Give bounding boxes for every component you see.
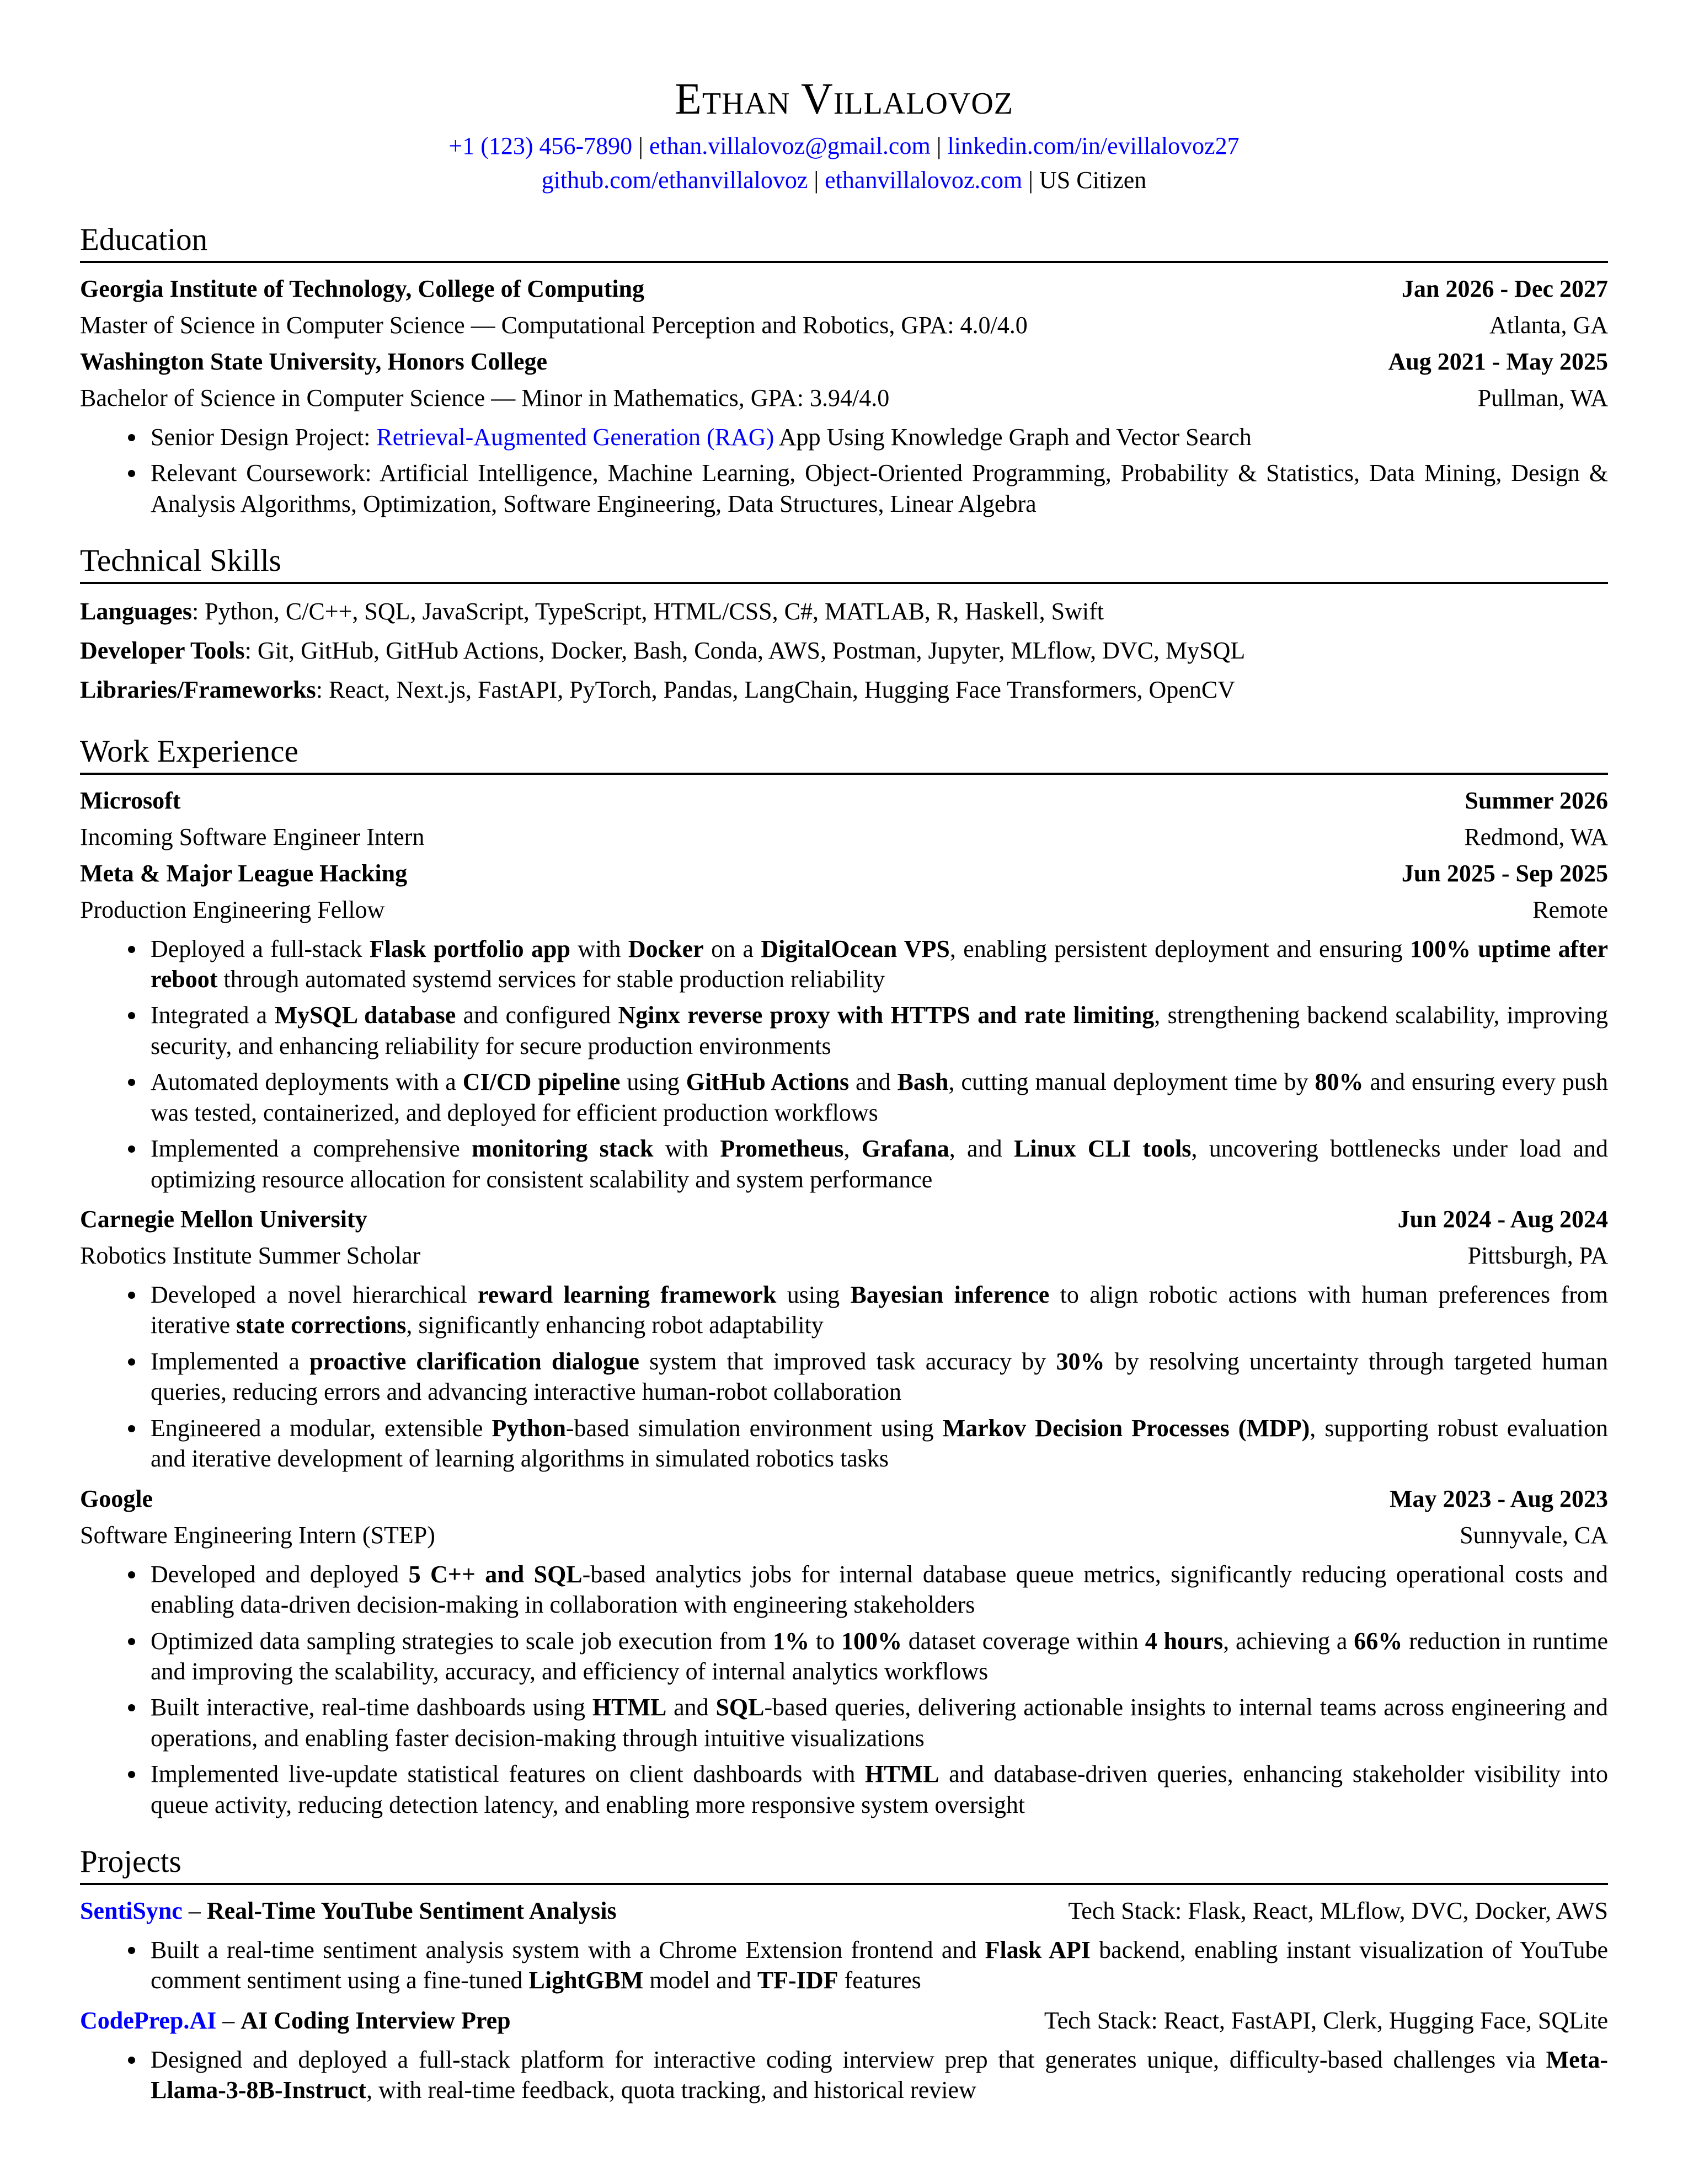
text-run: GitHub Actions (686, 1068, 850, 1096)
text-run: HTML (865, 1760, 939, 1788)
text-run: 5 C++ and SQL (408, 1560, 583, 1588)
bullet-item (146, 458, 1608, 519)
text-run: with (570, 935, 628, 962)
section-body (80, 783, 1608, 1821)
text-run: 80% (1315, 1068, 1364, 1096)
section-work-experience (80, 734, 1608, 1820)
text-run: monitoring stack (472, 1135, 654, 1163)
bullet-item (146, 1346, 1608, 1407)
text-run: Built interactive, real-time dashboards using (151, 1694, 592, 1721)
text-run: | US Citizen (1022, 167, 1147, 194)
bullet-item (146, 1692, 1608, 1753)
entry-dates: Jun 2024 - Aug 2024 (1397, 1206, 1608, 1233)
entry-location: Pullman, WA (1477, 384, 1608, 411)
text-run: 100% (841, 1627, 902, 1655)
contact-info (80, 129, 1608, 198)
bullet-item (146, 422, 1608, 452)
skills-line (80, 670, 1608, 709)
entry-heading: Carnegie Mellon University (80, 1206, 367, 1233)
text-run: | (632, 132, 649, 159)
entry-heading-row (80, 271, 1608, 307)
text-run: using (776, 1281, 851, 1309)
resume-body (80, 222, 1608, 2106)
text-run: Automated deployments with a (151, 1068, 463, 1096)
bullet-item (146, 1559, 1608, 1620)
text-run: , with real-time feedback, quota tracking, and historical review (366, 2076, 976, 2104)
text-run: App Using Knowledge Graph and Vector Search (774, 423, 1252, 451)
section-title-work-experience: Work Experience (80, 734, 298, 769)
text-run: Markov Decision Processes (MDP) (942, 1414, 1310, 1442)
text-run: -based analytics jobs for internal database queue metrics, significantly reducing operational costs and enabling data-driven decision-making in collaboration with engineering stakeholders (151, 1560, 1609, 1619)
text-run: Implemented live-update statistical features on client dashboards with (151, 1760, 865, 1788)
project-tech-stack: Tech Stack: Flask, React, MLflow, DVC, Docker, AWS (1068, 1897, 1608, 1924)
inline-link[interactable]: Retrieval-Augmented Generation (RAG) (376, 423, 774, 451)
section-title-education: Education (80, 222, 208, 257)
text-run: Real-Time YouTube Sentiment Analysis (206, 1897, 617, 1924)
text-run: backend, enabling instant visualization of YouTube comment sentiment using a fine-tuned (151, 1936, 1608, 1994)
text-run: , and (949, 1135, 1014, 1163)
bullet-list (80, 422, 1608, 519)
entry-dates: Jun 2025 - Sep 2025 (1401, 859, 1608, 887)
bullet-list (80, 1559, 1608, 1821)
entry-subtitle: Bachelor of Science in Computer Science — Minor in Mathematics, GPA: 3.94/4.0 (80, 384, 890, 411)
entry-subtitle-row (80, 1238, 1608, 1274)
text-run: state corrections (236, 1312, 407, 1339)
text-run: Bayesian inference (850, 1281, 1050, 1309)
text-run: , (843, 1135, 862, 1163)
entry-subtitle: Software Engineering Intern (STEP) (80, 1521, 435, 1549)
text-run: reduction in runtime and improving the scalability, accuracy, and efficiency of internal analytics workflows (151, 1627, 1608, 1685)
text-run: Developed and deployed (151, 1560, 409, 1588)
text-run: : Git, GitHub, GitHub Actions, Docker, Bash, Conda, AWS, Postman, Jupyter, MLflow, DVC, MySQL (244, 637, 1246, 665)
text-run: reward learning framework (478, 1281, 777, 1309)
section-education (80, 222, 1608, 519)
entry-heading: Georgia Institute of Technology, College of Computing (80, 275, 645, 302)
contact-link[interactable]: github.com/ethanvillalovoz (541, 167, 808, 194)
text-run: Flask API (985, 1936, 1091, 1963)
text-run: system that improved task accuracy by (639, 1347, 1056, 1375)
section-body (80, 1893, 1608, 2106)
text-run: Linux CLI tools (1013, 1135, 1192, 1163)
section-technical-skills (80, 543, 1608, 710)
entry-subtitle: Incoming Software Engineer Intern (80, 823, 425, 850)
project-title-row (80, 2003, 1608, 2039)
bullet-item (146, 1759, 1608, 1820)
bullet-list (80, 1280, 1608, 1474)
text-run: and (666, 1694, 716, 1721)
text-run: model and (643, 1967, 757, 1994)
entry-subtitle: Master of Science in Computer Science — Computational Perception and Robotics, GPA: 4.0/4.0 (80, 311, 1028, 339)
text-run: Designed and deployed a full-stack platform for interactive coding interview prep that generates unique, difficulty-based challenges via (151, 2046, 1546, 2073)
text-run: and (849, 1068, 898, 1096)
entry-dates: May 2023 - Aug 2023 (1390, 1485, 1608, 1512)
section-rule (80, 261, 1608, 263)
text-run: , significantly enhancing robot adaptability (406, 1312, 824, 1339)
entry-dates: Summer 2026 (1465, 786, 1608, 814)
text-run: -based simulation environment using (565, 1414, 943, 1442)
text-run: through automated systemd services for stable production reliability (217, 965, 885, 993)
text-run: Developer Tools (80, 637, 245, 665)
text-run: , cutting manual deployment time by (948, 1068, 1315, 1096)
text-run: 30% (1056, 1347, 1105, 1375)
text-run: features (838, 1967, 921, 1994)
text-run: and ensuring every push was tested, containerized, and deployed for efficient production workflows (151, 1068, 1609, 1126)
bullet-item (146, 1626, 1608, 1687)
bullet-item (146, 1067, 1608, 1128)
bullet-item (146, 1133, 1608, 1195)
person-name: Ethan Villalovoz (675, 75, 1013, 124)
text-run: HTML (592, 1694, 667, 1721)
entry-heading-row (80, 1481, 1608, 1517)
project-link[interactable]: SentiSync (80, 1897, 183, 1924)
entry-subtitle-row (80, 1517, 1608, 1554)
entry-location: Remote (1532, 896, 1608, 923)
text-run: – (216, 2006, 241, 2034)
text-run: Libraries/Frameworks (80, 676, 316, 704)
text-run: LightGBM (528, 1967, 644, 1994)
text-run: DigitalOcean VPS (761, 935, 950, 962)
text-run: 100% uptime after reboot (151, 935, 1609, 993)
text-run: MySQL database (274, 1002, 456, 1029)
text-run: , achieving a (1223, 1627, 1354, 1655)
text-run: on a (703, 935, 761, 962)
section-rule (80, 773, 1608, 775)
contact-link[interactable]: ethanvillalovoz.com (825, 167, 1023, 194)
text-run: 4 hours (1145, 1627, 1224, 1655)
text-run: Senior Design Project: (151, 423, 377, 451)
project-tech-stack: Tech Stack: React, FastAPI, Clerk, Hugging Face, SQLite (1044, 2006, 1608, 2034)
entry-dates: Aug 2021 - May 2025 (1388, 347, 1608, 375)
text-run: to (809, 1627, 841, 1655)
entry-heading-row (80, 783, 1608, 819)
bullet-item (146, 934, 1608, 995)
contact-link[interactable]: ethan.villalovoz@gmail.com (649, 132, 931, 159)
text-run: : Python, C/C++, SQL, JavaScript, TypeScript, HTML/CSS, C#, MATLAB, R, Haskell, Swift (191, 597, 1104, 625)
text-run: Flask portfolio app (369, 935, 570, 962)
text-run: Built a real-time sentiment analysis system with a Chrome Extension frontend and (151, 1936, 985, 1963)
text-run: Python (492, 1414, 566, 1442)
text-run: Developed a novel hierarchical (151, 1281, 478, 1309)
entry-subtitle: Robotics Institute Summer Scholar (80, 1242, 421, 1270)
bullet-list (80, 2044, 1608, 2106)
entry-subtitle-row (80, 819, 1608, 855)
text-run: and database-driven queries, enhancing stakeholder visibility into queue activity, reducing detection latency, and enabling more responsive system oversight (151, 1760, 1609, 1818)
bullet-item (146, 1935, 1608, 1996)
entry-subtitle-row (80, 307, 1608, 344)
bullet-item (146, 1000, 1608, 1061)
text-run: , enabling persistent deployment and ensuring (949, 935, 1410, 962)
project-link[interactable]: CodePrep.AI (80, 2006, 217, 2034)
text-run: : React, Next.js, FastAPI, PyTorch, Pandas, LangChain, Hugging Face Transformers, OpenCV (316, 676, 1235, 704)
text-run: 1% (773, 1627, 810, 1655)
text-run: by resolving uncertainty through targeted human queries, reducing errors and advancing interactive human-robot collaboration (151, 1347, 1609, 1406)
text-run: Implemented a (151, 1347, 310, 1375)
entry-heading-row (80, 855, 1608, 892)
section-projects (80, 1844, 1608, 2106)
section-rule (80, 1883, 1608, 1885)
bullet-list (80, 934, 1608, 1195)
text-run: CI/CD pipeline (462, 1068, 621, 1096)
section-body (80, 592, 1608, 710)
entry-location: Atlanta, GA (1489, 311, 1608, 339)
entry-subtitle-row (80, 380, 1608, 416)
text-run: Relevant Coursework: Artificial Intelligence, Machine Learning, Object-Oriented Programming, Probability & Statistics, Data Mining, Design & Analysis Algorithms, Optimization, Software Engineering, Data Structures, Linear Algebra (151, 459, 1608, 517)
section-title-projects: Projects (80, 1844, 181, 1880)
text-run: using (620, 1068, 686, 1096)
text-run: , strengthening backend scalability, improving security, and enhancing reliability for secure production environments (151, 1002, 1609, 1059)
text-run: Languages (80, 597, 192, 625)
contact-line (80, 129, 1608, 163)
entry-heading: Google (80, 1485, 153, 1512)
bullet-item (146, 1413, 1608, 1474)
contact-line (80, 163, 1608, 197)
bullet-item (146, 1280, 1608, 1341)
text-run: AI Coding Interview Prep (241, 2006, 511, 2034)
text-run: Integrated a (151, 1002, 275, 1029)
text-run: SQL (715, 1694, 765, 1721)
entry-heading-row (80, 344, 1608, 380)
text-run: Optimized data sampling strategies to scale job execution from (151, 1627, 773, 1655)
text-run: to align robotic actions with human preferences from iterative (151, 1281, 1608, 1339)
entry-heading: Microsoft (80, 786, 181, 814)
project-title (80, 1893, 617, 1929)
text-run: , uncovering bottlenecks under load and optimizing resource allocation for consistent scalability and system performance (151, 1135, 1609, 1193)
text-run: dataset coverage within (901, 1627, 1145, 1655)
entry-heading: Meta & Major League Hacking (80, 859, 408, 887)
entry-location: Sunnyvale, CA (1460, 1521, 1608, 1549)
section-rule (80, 582, 1608, 584)
entry-subtitle: Production Engineering Fellow (80, 896, 385, 923)
text-run: | (930, 132, 948, 159)
text-run: Prometheus (720, 1135, 844, 1163)
skills-line (80, 592, 1608, 631)
contact-link[interactable]: linkedin.com/in/evillalovoz27 (947, 132, 1240, 159)
text-run: Deployed a full-stack (151, 935, 370, 962)
text-run: Grafana (861, 1135, 949, 1163)
entry-dates: Jan 2026 - Dec 2027 (1402, 275, 1608, 302)
entry-heading-row (80, 1201, 1608, 1238)
bullet-list (80, 1935, 1608, 1996)
text-run: and configured (456, 1002, 618, 1029)
project-title (80, 2003, 511, 2039)
section-body (80, 271, 1608, 519)
skills-line (80, 631, 1608, 670)
text-run: – (182, 1897, 207, 1924)
text-run: Bash (897, 1068, 949, 1096)
text-run: proactive clarification dialogue (309, 1347, 639, 1375)
contact-link[interactable]: +1 (123) 456-7890 (448, 132, 633, 159)
project-title-row (80, 1893, 1608, 1929)
text-run: 66% (1354, 1627, 1403, 1655)
text-run: TF-IDF (757, 1967, 838, 1994)
text-run: Engineered a modular, extensible (151, 1414, 492, 1442)
text-run: Docker (628, 935, 704, 962)
entry-subtitle-row (80, 892, 1608, 928)
text-run: | (808, 167, 825, 194)
text-run: Nginx reverse proxy with HTTPS and rate limiting (618, 1002, 1155, 1029)
section-title-technical-skills: Technical Skills (80, 543, 281, 579)
entry-location: Redmond, WA (1464, 823, 1608, 850)
text-run: -based queries, delivering actionable insights to internal teams across engineering and operations, and enabling faster decision-making through intuitive visualizations (151, 1694, 1609, 1752)
text-run: with (653, 1135, 720, 1163)
text-run: , supporting robust evaluation and iterative development of learning algorithms in simulated robotics tasks (151, 1414, 1608, 1473)
text-run: Meta-Llama-3-8B-Instruct (151, 2046, 1608, 2104)
text-run: Implemented a comprehensive (151, 1135, 472, 1163)
entry-location: Pittsburgh, PA (1467, 1242, 1608, 1270)
bullet-item (146, 2044, 1608, 2106)
entry-heading: Washington State University, Honors College (80, 347, 548, 375)
